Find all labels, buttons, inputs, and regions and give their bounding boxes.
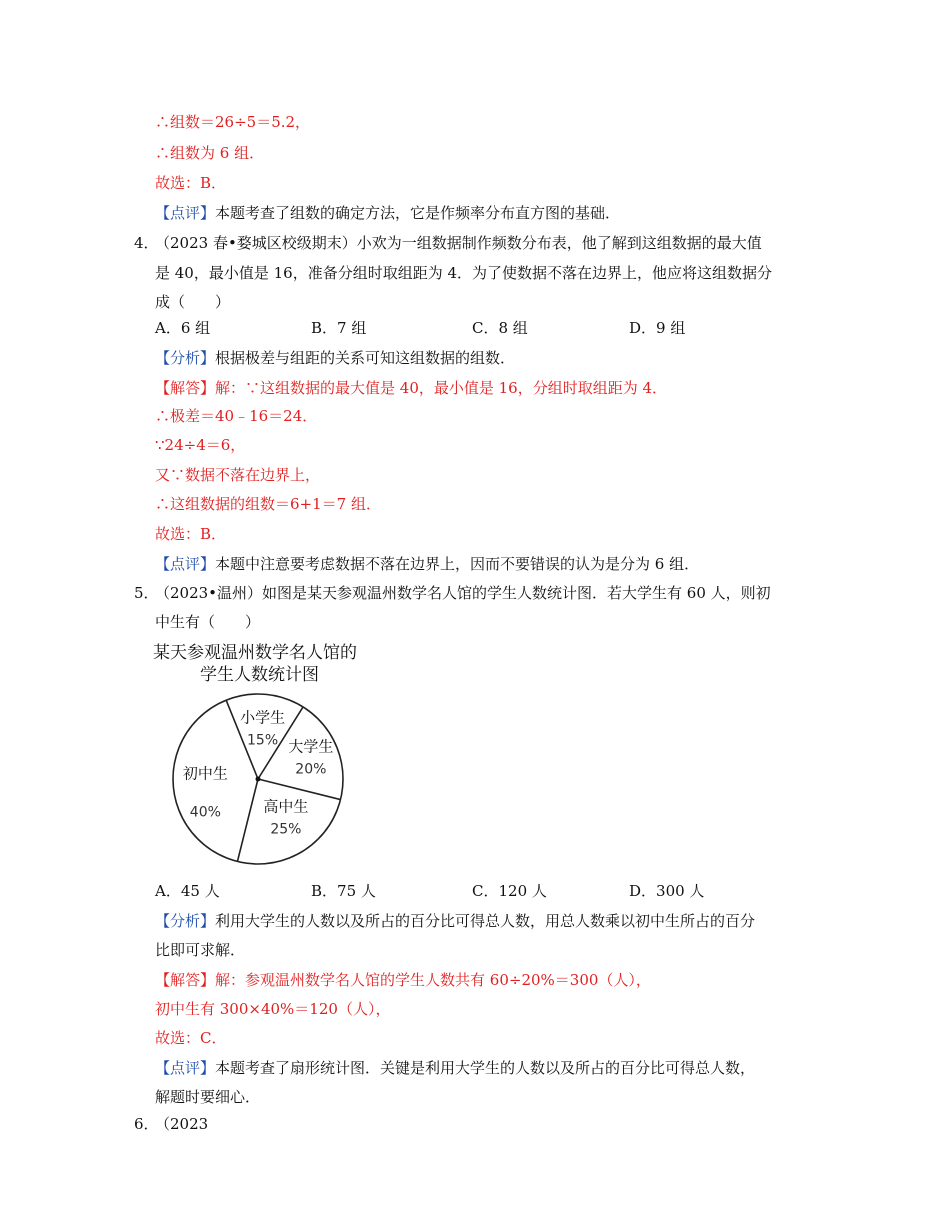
solution-tag: 【解答】 [155,971,216,989]
pie-value-高中生: 25% [270,821,302,838]
q5-option-b: B．75 人 [311,882,376,900]
comment-tag: 【点评】 [155,555,216,573]
prev-comment [155,202,620,224]
q5-stem-line2: 中生有（ ） [155,613,261,631]
pie-label-高中生: 高中生 [263,797,309,816]
q5-stem-line1: （2023•温州）如图是某天参观温州数学名人馆的学生人数统计图．若大学生有 60 人，则初 [155,584,771,602]
q4-analysis [155,347,515,369]
pie-chart [150,636,360,872]
q4-option-d: D．9 组 [629,319,686,337]
q4-stem-line1: （2023 春•婺城区校级期末）小欢为一组数据制作频数分布表，他了解到这组数据的最大值 [155,234,762,252]
pie-label-小学生: 小学生 [240,708,286,727]
q4-solution-line1 [155,377,667,399]
comment-text: 本题考查了扇形统计图．关键是利用大学生的人数以及所占的百分比可得总人数， [215,1059,756,1077]
q4-comment [155,553,699,575]
pie-value-小学生: 15% [247,732,279,749]
solution-text: 解：∵这组数据的最大值是 40，最小值是 16，分组时取组距为 4． [215,379,668,397]
comment-tag: 【点评】 [155,1059,216,1077]
analysis-tag: 【分析】 [155,349,216,367]
q5-option-d: D．300 人 [629,882,705,900]
q5-analysis-line1 [155,910,755,932]
q5-solution-line2: 初中生有 300×40%＝120（人）， [155,1000,391,1018]
pie-center-dot [256,777,261,782]
q5-comment-line1 [155,1057,755,1079]
q4-option-a: A．6 组 [155,319,211,337]
pie-value-初中生: 40% [189,804,221,821]
analysis-tag: 【分析】 [155,912,216,930]
pie-label-初中生: 初中生 [182,764,228,783]
q4-number: 4． [134,234,159,252]
q5-number: 5． [134,584,159,602]
q4-choose: 故选：B． [155,525,227,543]
chart-title-line1: 某天参观温州数学名人馆的 [153,643,357,663]
prev-result-line: ∴组数为 6 组． [155,144,265,162]
q6-number: 6． [134,1115,159,1133]
solution-tag: 【解答】 [155,379,216,397]
q4-option-c: C．8 组 [472,319,528,337]
prev-choose-line: 故选：B． [155,174,227,192]
analysis-text: 利用大学生的人数以及所占的百分比可得总人数，用总人数乘以初中生所占的百分 [215,912,756,930]
q5-comment-line2: 解题时要细心． [155,1088,261,1106]
pie-value-大学生: 20% [295,761,327,778]
solution-text: 解：参观温州数学名人馆的学生人数共有 60÷20%＝300（人）， [215,971,651,989]
q4-solution-line4: 又∵数据不落在边界上， [155,466,321,484]
q4-solution-line3: ∵24÷4＝6， [155,436,246,454]
q4-option-b: B．7 组 [311,319,367,337]
q5-analysis-line2: 比即可求解． [155,941,246,959]
comment-tag: 【点评】 [155,204,216,222]
q4-stem-line3: 成（ ） [155,293,231,311]
q5-option-a: A．45 人 [155,882,220,900]
q5-choose: 故选：C． [155,1029,227,1047]
pie-label-大学生: 大学生 [288,737,334,756]
chart-title-line2: 学生人数统计图 [200,665,319,685]
q4-solution-line2: ∴极差＝40﹣16＝24． [155,407,318,425]
prev-calc-line: ∴组数＝26÷5＝5.2， [155,113,311,131]
q5-option-c: C．120 人 [472,882,547,900]
comment-text: 本题考查了组数的确定方法，它是作频率分布直方图的基础． [215,204,621,222]
q5-solution-line1 [155,969,651,991]
q6-stem-start: （2023 [155,1115,209,1133]
comment-text: 本题中注意要考虑数据不落在边界上，因而不要错误的认为是分为 6 组． [215,555,700,573]
q4-solution-line5: ∴这组数据的组数＝6+1＝7 组． [155,495,381,513]
q4-stem-line2: 是 40，最小值是 16，准备分组时取组距为 4．为了使数据不落在边界上，他应将这组数据分 [155,264,773,282]
analysis-text: 根据极差与组距的关系可知这组数据的组数． [215,349,516,367]
